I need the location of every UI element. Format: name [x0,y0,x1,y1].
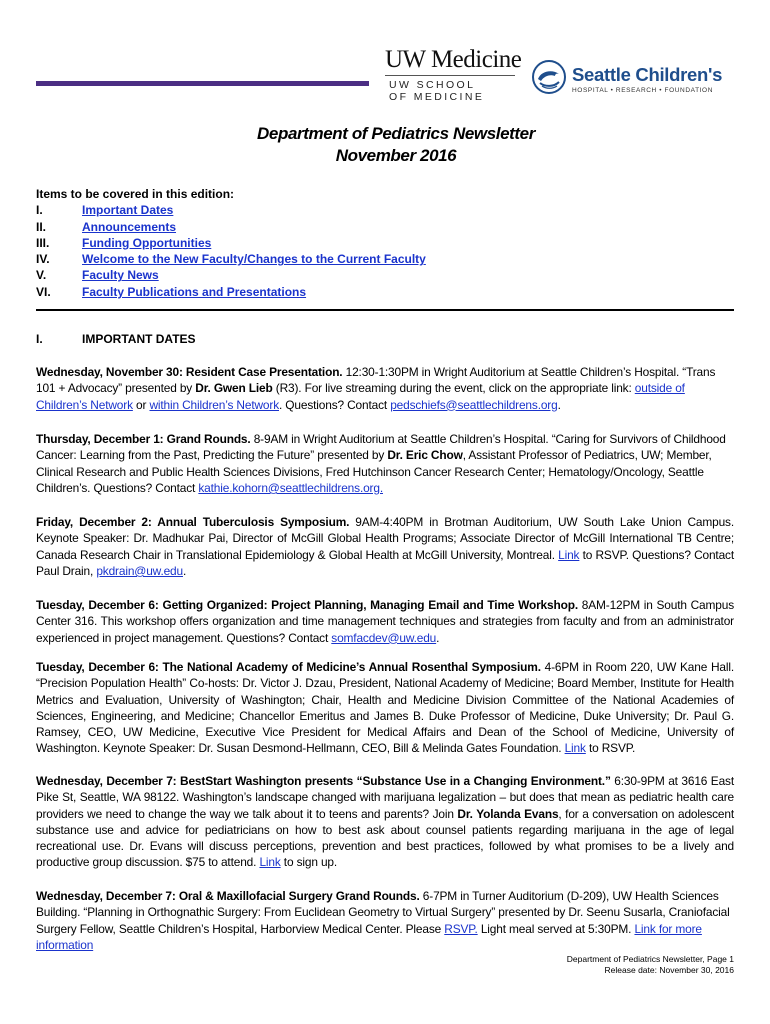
event-heading: Wednesday, November 30: Resident Case Presentation. [36,365,343,379]
event-heading: Thursday, December 1: Grand Rounds. [36,432,251,446]
whale-emblem-icon [532,60,566,94]
toc-number: III. [36,235,50,250]
within-network-link[interactable]: within Children’s Network [149,397,279,412]
event-tuberculosis-symposium [36,514,734,579]
event-grand-rounds [36,431,734,496]
uw-medicine-logo [385,46,520,103]
event-heading: Wednesday, December 7: BestStart Washington presents “Substance Use in a Changing Environment.” [36,774,611,788]
signup-link[interactable]: Link [259,855,281,870]
event-heading: Tuesday, December 6: Getting Organized: Project Planning, Managing Email and Time Workshop. [36,598,578,612]
footer-release-date: Release date: November 30, 2016 [604,965,734,975]
event-text: , Assistant Professor of Pediatrics, UW; Member, Clinical Research and Public Health Sciences Divisions, Fred Hutchinson Cancer Research Center; Hematology/Oncology, Seattle Children’s. Questions? Contact [36,448,712,495]
seattle-childrens-wordmark: Seattle Children's [572,64,723,85]
toc-number: IV. [36,252,50,267]
toc-number: II. [36,219,47,234]
presenter-name: Dr. Gwen Lieb [195,381,273,396]
event-text: to RSVP. [585,741,636,756]
toc-link-announcements[interactable]: Announcements [82,219,177,234]
event-text: to RSVP. Questions? Contact Paul Drain, [36,547,734,578]
event-text: or [132,397,150,412]
toc-number: VI. [36,284,51,299]
event-beststart-washington [36,773,734,871]
toc-item [36,251,426,267]
event-text: . Questions? Contact [279,397,391,412]
event-text: 8AM-12PM in South Campus Center 316. This workshop offers organization and time management techniques and strategies from faculty and from an administrator experienced in project management. Questions? Contact [36,598,734,645]
footer-page-label: Department of Pediatrics Newsletter, Page 1 [566,954,734,964]
toc-link-important-dates[interactable]: Important Dates [82,203,174,218]
event-heading: Wednesday, December 7: Oral & Maxillofacial Surgery Grand Rounds. [36,889,420,903]
event-getting-organized-workshop [36,597,734,646]
toc-item [36,235,426,251]
event-text: to sign up. [280,855,338,870]
event-text: Light meal served at 5:30PM. [477,921,635,936]
event-text: . [182,563,187,578]
presenter-name: Dr. Eric Chow [387,448,463,463]
email-link[interactable]: pedschiefs@seattlechildrens.org [390,397,558,412]
event-text: 12:30-1:30PM in Wright Auditorium at Seattle Children’s Hospital. “Trans 101 + Advocacy” presented by [36,365,716,396]
rsvp-link[interactable]: Link [564,741,586,756]
section-divider [36,309,734,311]
event-heading: Friday, December 2: Annual Tuberculosis Symposium. [36,515,350,529]
event-text: 8-9AM in Wright Auditorium at Seattle Children’s Hospital. “Caring for Survivors of Childhood Cancer: Learning from the Past, Predicting the Future” presented by [36,432,726,463]
event-text: 6:30-9PM at 3616 East Pike St, Seattle, WA 98122. Washington’s landscape changed with marijuana legalization – but does that mean as pediatric health care providers we need to change the way we talk about it to teens and parents? Join [36,774,734,821]
section-number: I. [36,332,43,346]
toc-link-funding-opportunities[interactable]: Funding Opportunities [82,235,212,250]
presenter-name: Dr. Yolanda Evans [457,806,559,821]
toc-link-faculty-news[interactable]: Faculty News [82,268,159,283]
uw-logo-divider [385,75,515,76]
toc-link-publications[interactable]: Faculty Publications and Presentations [82,284,307,299]
event-text: 9AM-4:40PM in Brotman Auditorium, UW South Lake Union Campus. Keynote Speaker: Dr. Madhukar Pai, Director of McGill Global Health Programs; Associate Director of McGill International TB Centre; Canada Research Chair in Translational Epidemiology & Global Health at McGill University, Montreal. [36,515,734,562]
event-text: 4-6PM in Room 220, UW Kane Hall. “Precision Population Health” Co-hosts: Dr. Victor J. Dzau, President, National Academy of Medicine; Board Member, Institute for Health Metrics and Evaluation, University of Washington; Chair, Health and Medicine Division Committee of the National Academies of Sciences, Engineering, and Medicine; Chancellor Emeritus and James B. Duke Professor of Medicine, Duke University; Dr. Paul G. Ramsey, CEO, UW Medicine, Executive Vice President for Medical Affairs and Dean of the School of Medicine, University of Washington. Keynote Speaker: Dr. Susan Desmond-Hellmann, CEO, Bill & Melinda Gates Foundation. [36,660,734,756]
toc-item [36,219,426,235]
event-rosenthal-symposium [36,659,734,757]
toc-item [36,284,426,300]
seattle-childrens-tagline: HOSPITAL • RESEARCH • FOUNDATION [572,87,714,94]
section-heading-important-dates [36,332,196,346]
toc-item [36,202,426,218]
seattle-childrens-logo [532,60,744,100]
uw-purple-bar [36,81,369,86]
more-information-link[interactable]: Link for more information [36,921,702,952]
event-resident-case-presentation [36,364,734,413]
uw-school-line1: UW SCHOOL [389,79,476,91]
page-footer [567,954,734,976]
event-text: . [557,397,561,412]
event-text: . [436,630,440,645]
email-link[interactable]: somfacdev@uw.edu [331,630,437,645]
toc-number: V. [36,268,47,283]
newsletter-date: November 2016 [335,146,457,165]
table-of-contents [36,186,426,300]
outside-network-link[interactable]: outside of Children’s Network [36,381,685,412]
rsvp-link[interactable]: Link [558,547,580,562]
rsvp-link[interactable]: RSVP. [444,921,478,936]
event-text: , for a conversation on adolescent substance use and advice for pediatricians on how to best ask about counsel patients regarding marijuana in the age of legal recreational use. Dr. Evans will discuss perceptions, prevention and best practices, followed by what promises to be a lively and productive group discussion. $75 to attend. [36,806,734,870]
email-link[interactable]: pkdrain@uw.edu [96,563,183,578]
newsletter-title: Department of Pediatrics Newsletter [257,124,535,143]
event-heading: Tuesday, December 6: The National Academy of Medicine’s Annual Rosenthal Symposium. [36,660,541,674]
toc-link-new-faculty[interactable]: Welcome to the New Faculty/Changes to the Current Faculty [82,252,426,267]
event-oral-maxillofacial-grand-rounds [36,888,734,953]
toc-number: I. [36,203,43,218]
toc-intro: Items to be covered in this edition: [36,187,235,201]
event-text: (R3). For live streaming during the event, click on the appropriate link: [272,381,635,396]
event-text: 6-7PM in Turner Auditorium (D-209), UW Health Sciences Building. “Planning in Orthognathic Surgery: From Euclidean Geometry to Virtual Surgery” presented by Dr. Seenu Susarla, Craniofacial Surgery Fellow, Seattle Children’s Hospital, Harborview Medical Center. Please [36,889,730,936]
section-title: IMPORTANT DATES [82,332,196,346]
email-link[interactable]: kathie.kohorn@seattlechildrens.org. [198,480,383,495]
toc-item [36,267,426,283]
uw-medicine-wordmark: UW Medicine [385,46,522,73]
uw-school-line2: OF MEDICINE [389,91,485,103]
